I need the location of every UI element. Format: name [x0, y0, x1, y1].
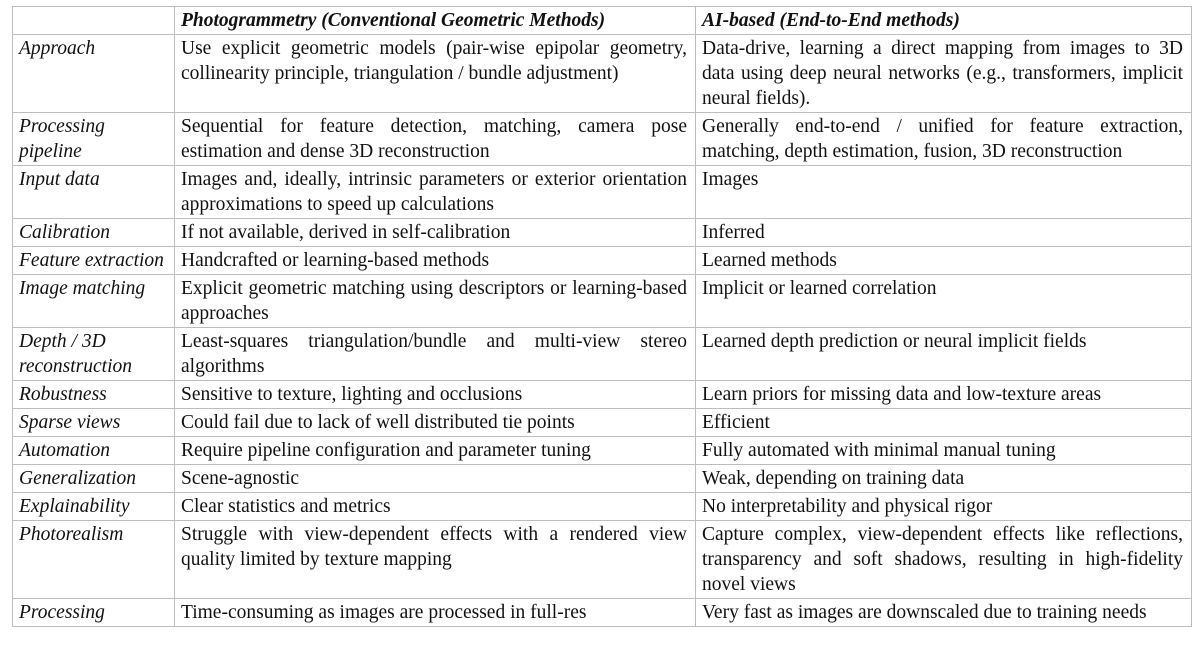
row-label: Robustness: [13, 381, 175, 409]
table-row: [13, 381, 1192, 409]
photogrammetry-cell: Could fail due to lack of well distributed tie points: [175, 409, 696, 437]
ai-cell: Learn priors for missing data and low-texture areas: [696, 381, 1192, 409]
row-label: Input data: [13, 166, 175, 219]
ai-cell: Fully automated with minimal manual tuning: [696, 437, 1192, 465]
ai-cell: Weak, depending on training data: [696, 465, 1192, 493]
photogrammetry-cell: Explicit geometric matching using descriptors or learning-based approaches: [175, 275, 696, 328]
row-label: Photorealism: [13, 521, 175, 599]
photogrammetry-cell: Struggle with view-dependent effects with a rendered view quality limited by texture mapping: [175, 521, 696, 599]
header-ai-based: AI-based (End-to-End methods): [696, 7, 1192, 35]
photogrammetry-cell: Clear statistics and metrics: [175, 493, 696, 521]
table-row: [13, 599, 1192, 627]
header-row: [13, 7, 1192, 35]
row-label: Approach: [13, 35, 175, 113]
row-label: Image matching: [13, 275, 175, 328]
row-label: Feature extraction: [13, 247, 175, 275]
row-label: Processing: [13, 599, 175, 627]
table-row: [13, 493, 1192, 521]
row-label: Calibration: [13, 219, 175, 247]
photogrammetry-cell: Sensitive to texture, lighting and occlusions: [175, 381, 696, 409]
photogrammetry-cell: Sequential for feature detection, matching, camera pose estimation and dense 3D reconstruction: [175, 113, 696, 166]
table-row: [13, 219, 1192, 247]
ai-cell: Images: [696, 166, 1192, 219]
header-photogrammetry: Photogrammetry (Conventional Geometric Methods): [175, 7, 696, 35]
table-row: [13, 465, 1192, 493]
header-corner-cell: [13, 7, 175, 35]
table-row: [13, 247, 1192, 275]
table-row: [13, 35, 1192, 113]
row-label: Sparse views: [13, 409, 175, 437]
comparison-table: [12, 6, 1192, 627]
table-body: [13, 35, 1192, 627]
ai-cell: No interpretability and physical rigor: [696, 493, 1192, 521]
photogrammetry-cell: Images and, ideally, intrinsic parameters or exterior orientation approximations to speed up calculations: [175, 166, 696, 219]
photogrammetry-cell: Handcrafted or learning-based methods: [175, 247, 696, 275]
ai-cell: Capture complex, view-dependent effects like reflections, transparency and soft shadows, resulting in high-fidelity novel views: [696, 521, 1192, 599]
photogrammetry-cell: Require pipeline configuration and parameter tuning: [175, 437, 696, 465]
ai-cell: Learned depth prediction or neural implicit fields: [696, 328, 1192, 381]
ai-cell: Implicit or learned correlation: [696, 275, 1192, 328]
table-row: [13, 113, 1192, 166]
ai-cell: Inferred: [696, 219, 1192, 247]
table-row: [13, 275, 1192, 328]
photogrammetry-cell: Time-consuming as images are processed in full-res: [175, 599, 696, 627]
table-row: [13, 328, 1192, 381]
row-label: Automation: [13, 437, 175, 465]
photogrammetry-cell: Use explicit geometric models (pair-wise epipolar geometry, collinearity principle, triangulation / bundle adjustment): [175, 35, 696, 113]
ai-cell: Learned methods: [696, 247, 1192, 275]
table-header: [13, 7, 1192, 35]
row-label: Explainability: [13, 493, 175, 521]
photogrammetry-cell: Scene-agnostic: [175, 465, 696, 493]
table-row: [13, 409, 1192, 437]
row-label: Depth / 3D reconstruction: [13, 328, 175, 381]
table-row: [13, 437, 1192, 465]
table-row: [13, 166, 1192, 219]
table-row: [13, 521, 1192, 599]
row-label: Processing pipeline: [13, 113, 175, 166]
photogrammetry-cell: Least-squares triangulation/bundle and multi-view stereo algorithms: [175, 328, 696, 381]
ai-cell: Data-drive, learning a direct mapping from images to 3D data using deep neural networks (e.g., transformers, implicit neural fields).: [696, 35, 1192, 113]
ai-cell: Efficient: [696, 409, 1192, 437]
ai-cell: Generally end-to-end / unified for feature extraction, matching, depth estimation, fusion, 3D reconstruction: [696, 113, 1192, 166]
ai-cell: Very fast as images are downscaled due to training needs: [696, 599, 1192, 627]
row-label: Generalization: [13, 465, 175, 493]
photogrammetry-cell: If not available, derived in self-calibration: [175, 219, 696, 247]
